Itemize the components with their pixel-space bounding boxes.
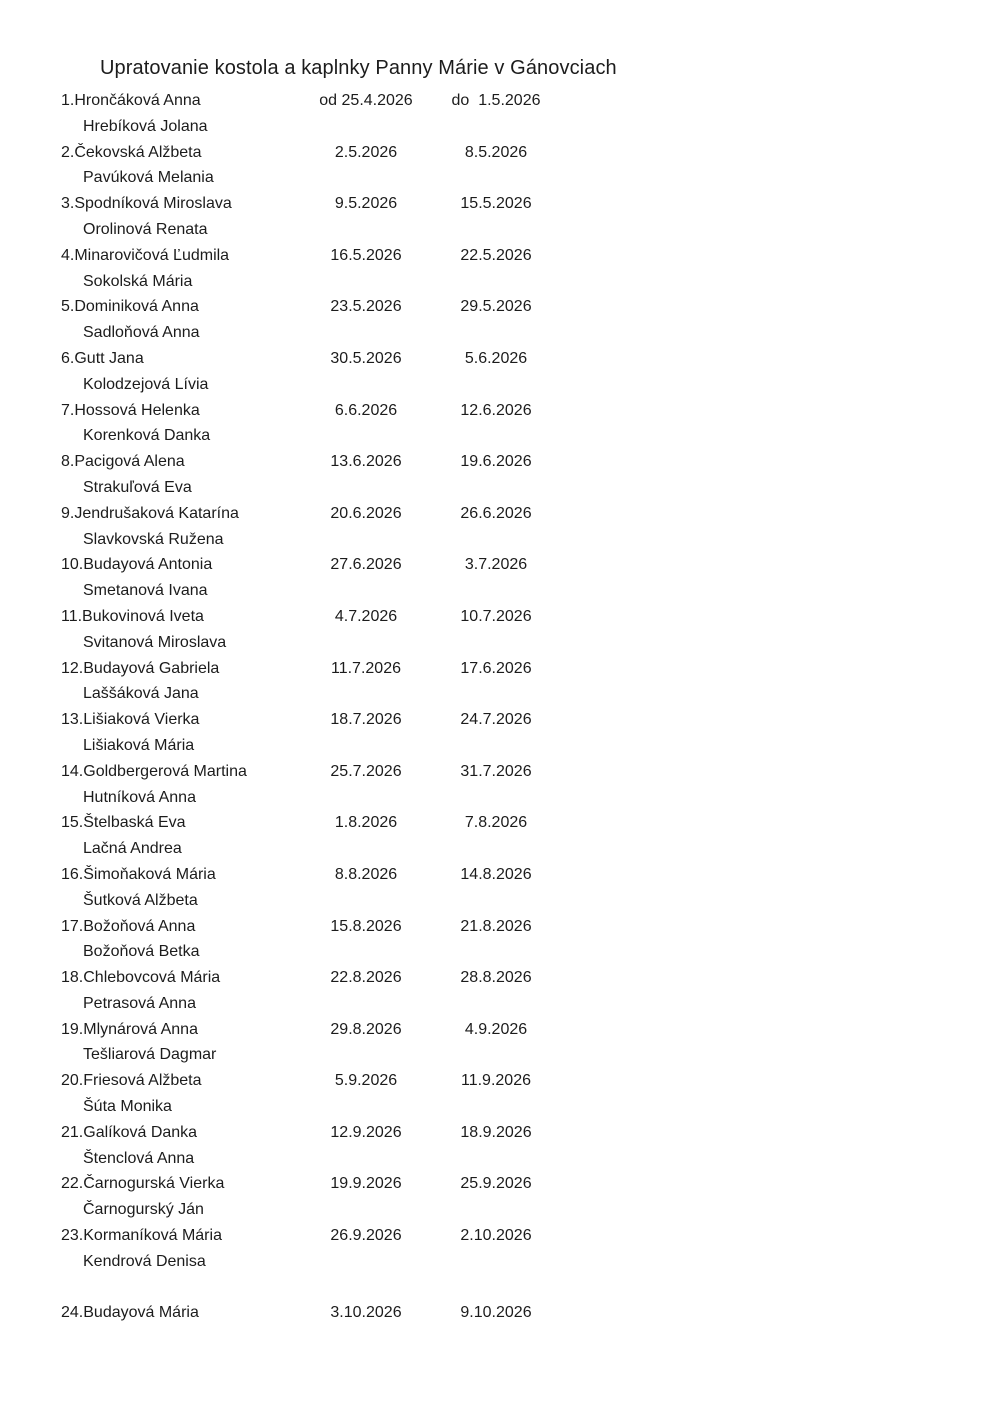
entry-line-1 (0, 1017, 1000, 1043)
entry-line-1 (0, 759, 1000, 785)
pair-name-2: Tešliarová Dagmar (83, 1046, 217, 1064)
entry-line-2 (0, 1197, 1000, 1223)
schedule-entry (0, 1120, 1000, 1172)
pair-name-2: Sokolská Mária (83, 272, 193, 290)
pair-name-1: 7.Hossová Helenka (61, 401, 200, 419)
entry-line-1 (0, 707, 1000, 733)
entry-line-2 (0, 475, 1000, 501)
schedule-entry (0, 501, 1000, 553)
entry-line-2 (0, 785, 1000, 811)
entry-line-1 (0, 862, 1000, 888)
date-from: 11.7.2026 (331, 659, 401, 677)
schedule-entry (0, 140, 1000, 192)
pair-name-1: 6.Gutt Jana (61, 349, 144, 367)
entry-line-2 (0, 939, 1000, 965)
entry-line-1 (0, 88, 1000, 114)
pair-name-1: 5.Dominiková Anna (61, 298, 199, 316)
date-from: od 25.4.2026 (319, 92, 413, 109)
entry-line-2 (0, 114, 1000, 140)
entry-line-2 (0, 372, 1000, 398)
schedule-entry (0, 1171, 1000, 1223)
pair-name-2: Šutková Alžbeta (83, 891, 198, 909)
schedule-entry (0, 243, 1000, 295)
pair-name-1: 20.Friesová Alžbeta (61, 1072, 202, 1090)
pair-name-2: Kendrová Denisa (83, 1252, 206, 1270)
entry-line-1 (0, 449, 1000, 475)
pair-name-1: 13.Lišiaková Vierka (61, 711, 200, 729)
date-from: 6.6.2026 (334, 401, 398, 419)
entry-line-1 (0, 398, 1000, 424)
pair-name-1: 19.Mlynárová Anna (61, 1020, 198, 1038)
entry-line-2 (0, 1326, 1000, 1352)
pair-name-2: Smetanová Ivana (83, 582, 208, 600)
pair-name-2: Štenclová Anna (83, 1149, 195, 1167)
pair-name-2: Lačná Andrea (83, 840, 182, 858)
date-from: 25.7.2026 (330, 762, 402, 780)
pair-name-2: Lišiaková Mária (83, 736, 195, 754)
date-from: 26.9.2026 (330, 1227, 402, 1245)
schedule-list (0, 88, 1000, 1352)
schedule-entry (0, 604, 1000, 656)
schedule-entry (0, 656, 1000, 708)
schedule-entry (0, 191, 1000, 243)
entry-line-2 (0, 1146, 1000, 1172)
pair-name-2: Korenková Danka (83, 427, 211, 445)
pair-name-2: Kolodzejová Lívia (83, 375, 209, 393)
entry-line-2 (0, 527, 1000, 553)
schedule-entry (0, 88, 1000, 140)
entry-line-1 (0, 965, 1000, 991)
pair-name-2: Hutníková Anna (83, 788, 196, 806)
entry-line-1 (0, 294, 1000, 320)
date-to: 31.7.2026 (460, 762, 532, 780)
date-to: 8.5.2026 (464, 143, 528, 161)
entry-line-1 (0, 1171, 1000, 1197)
date-to: 28.8.2026 (460, 969, 532, 987)
schedule-entry (0, 1068, 1000, 1120)
entry-line-2 (0, 1249, 1000, 1275)
date-to: 4.9.2026 (464, 1020, 528, 1038)
pair-name-2: Svitanová Miroslava (83, 633, 227, 651)
entry-line-2 (0, 1042, 1000, 1068)
date-to: 22.5.2026 (460, 246, 532, 264)
pair-name-1: 18.Chlebovcová Mária (61, 969, 221, 987)
date-to: do 1.5.2026 (451, 92, 541, 109)
pair-name-1: 22.Čarnogurská Vierka (61, 1175, 225, 1193)
pair-name-1: 11.Bukovinová Iveta (61, 607, 204, 625)
entry-line-2 (0, 320, 1000, 346)
schedule-entry (0, 1300, 1000, 1352)
pair-name-1: 9.Jendrušaková Katarína (61, 504, 239, 522)
date-to: 29.5.2026 (460, 298, 532, 316)
date-to: 2.10.2026 (460, 1227, 532, 1245)
entry-line-2 (0, 578, 1000, 604)
date-to: 3.7.2026 (464, 556, 528, 574)
page-title: Upratovanie kostola a kaplnky Panny Márie v Gánovciach (100, 57, 617, 79)
entry-line-1 (0, 1120, 1000, 1146)
entry-line-2 (0, 836, 1000, 862)
entry-line-1 (0, 656, 1000, 682)
schedule-entry (0, 449, 1000, 501)
pair-name-1: 12.Budayová Gabriela (61, 659, 220, 677)
schedule-entry (0, 398, 1000, 450)
pair-name-1: 15.Štelbaská Eva (61, 814, 186, 832)
pair-name-1: 21.Galíková Danka (61, 1123, 198, 1141)
date-from: 19.9.2026 (330, 1175, 402, 1193)
pair-name-2: Šúta Monika (83, 1098, 172, 1116)
date-from: 23.5.2026 (330, 298, 402, 316)
entry-line-2 (0, 681, 1000, 707)
date-from: 1.8.2026 (334, 814, 398, 832)
date-from: 4.7.2026 (334, 607, 398, 625)
schedule-entry (0, 965, 1000, 1017)
date-to: 5.6.2026 (464, 349, 528, 367)
entry-line-2 (0, 269, 1000, 295)
date-from: 12.9.2026 (330, 1123, 402, 1141)
pair-name-2: Laššáková Jana (83, 685, 199, 703)
entry-line-1 (0, 914, 1000, 940)
entry-line-2 (0, 733, 1000, 759)
pair-name-2: Slavkovská Ružena (83, 530, 224, 548)
date-from: 18.7.2026 (330, 711, 402, 729)
schedule-entry (0, 862, 1000, 914)
date-from: 22.8.2026 (330, 969, 402, 987)
entry-line-2 (0, 1094, 1000, 1120)
date-to: 12.6.2026 (460, 401, 532, 419)
date-to: 18.9.2026 (460, 1123, 532, 1141)
entry-line-1 (0, 1223, 1000, 1249)
date-from: 5.9.2026 (334, 1072, 398, 1090)
date-from: 8.8.2026 (334, 865, 398, 883)
entry-line-2 (0, 630, 1000, 656)
date-from: 20.6.2026 (330, 504, 402, 522)
pair-name-1: 24.Budayová Mária (61, 1304, 199, 1322)
schedule-entry (0, 552, 1000, 604)
date-from: 2.5.2026 (334, 143, 398, 161)
schedule-entry (0, 914, 1000, 966)
date-from: 27.6.2026 (330, 556, 402, 574)
schedule-entry (0, 1223, 1000, 1275)
date-to: 11.9.2026 (461, 1072, 531, 1090)
schedule-entry (0, 759, 1000, 811)
entry-line-2 (0, 217, 1000, 243)
date-to: 14.8.2026 (460, 865, 532, 883)
entry-line-1 (0, 1068, 1000, 1094)
date-to: 15.5.2026 (460, 195, 532, 213)
pair-name-1: 23.Kormaníková Mária (61, 1227, 222, 1245)
entry-line-1 (0, 810, 1000, 836)
pair-name-2: Božoňová Betka (83, 943, 200, 961)
date-from: 9.5.2026 (334, 195, 398, 213)
date-to: 19.6.2026 (460, 453, 532, 471)
entry-line-1 (0, 346, 1000, 372)
pair-name-1: 17.Božoňová Anna (61, 917, 196, 935)
entry-line-2 (0, 423, 1000, 449)
pair-name-2 (61, 1326, 300, 1352)
date-to: 10.7.2026 (460, 607, 532, 625)
date-to: 9.10.2026 (460, 1304, 532, 1322)
pair-name-1: 3.Spodníková Miroslava (61, 195, 232, 213)
entry-line-1 (0, 140, 1000, 166)
date-from: 16.5.2026 (330, 246, 402, 264)
entry-line-2 (0, 165, 1000, 191)
date-to: 26.6.2026 (460, 504, 532, 522)
pair-name-2: Sadloňová Anna (83, 324, 200, 342)
pair-name-1: 10.Budayová Antonia (61, 556, 213, 574)
date-from: 30.5.2026 (330, 349, 402, 367)
date-from: 15.8.2026 (330, 917, 402, 935)
schedule-entry (0, 707, 1000, 759)
date-to: 21.8.2026 (460, 917, 532, 935)
pair-name-1: 16.Šimoňaková Mária (61, 865, 216, 883)
pair-name-2: Petrasová Anna (83, 994, 196, 1012)
pair-name-1: 1.Hrončáková Anna (61, 92, 201, 109)
entry-line-2 (0, 991, 1000, 1017)
schedule-entry (0, 810, 1000, 862)
date-to: 25.9.2026 (460, 1175, 532, 1193)
entry-line-2 (0, 888, 1000, 914)
date-to: 7.8.2026 (464, 814, 528, 832)
entry-line-1 (0, 243, 1000, 269)
entry-line-1 (0, 552, 1000, 578)
pair-name-1: 2.Čekovská Alžbeta (61, 143, 202, 161)
date-to: 24.7.2026 (460, 711, 532, 729)
entry-line-1 (0, 501, 1000, 527)
date-from: 13.6.2026 (330, 453, 402, 471)
schedule-entry (0, 294, 1000, 346)
schedule-entry (0, 1017, 1000, 1069)
pair-name-2: Strakuľová Eva (83, 478, 192, 496)
pair-name-1: 4.Minarovičová Ľudmila (61, 246, 230, 264)
pair-name-1: 14.Goldbergerová Martina (61, 762, 247, 780)
pair-name-1: 8.Pacigová Alena (61, 453, 185, 471)
pair-name-2: Pavúková Melania (83, 169, 214, 187)
date-from: 3.10.2026 (330, 1304, 402, 1322)
pair-name-2: Hrebíková Jolana (83, 117, 208, 135)
entry-line-1 (0, 191, 1000, 217)
pair-name-2: Čarnogurský Ján (83, 1201, 204, 1219)
pair-name-2: Orolinová Renata (83, 220, 208, 238)
entry-line-1 (0, 1300, 1000, 1326)
date-to: 17.6.2026 (460, 659, 532, 677)
schedule-entry (0, 346, 1000, 398)
entry-line-1 (0, 604, 1000, 630)
date-from: 29.8.2026 (330, 1020, 402, 1038)
